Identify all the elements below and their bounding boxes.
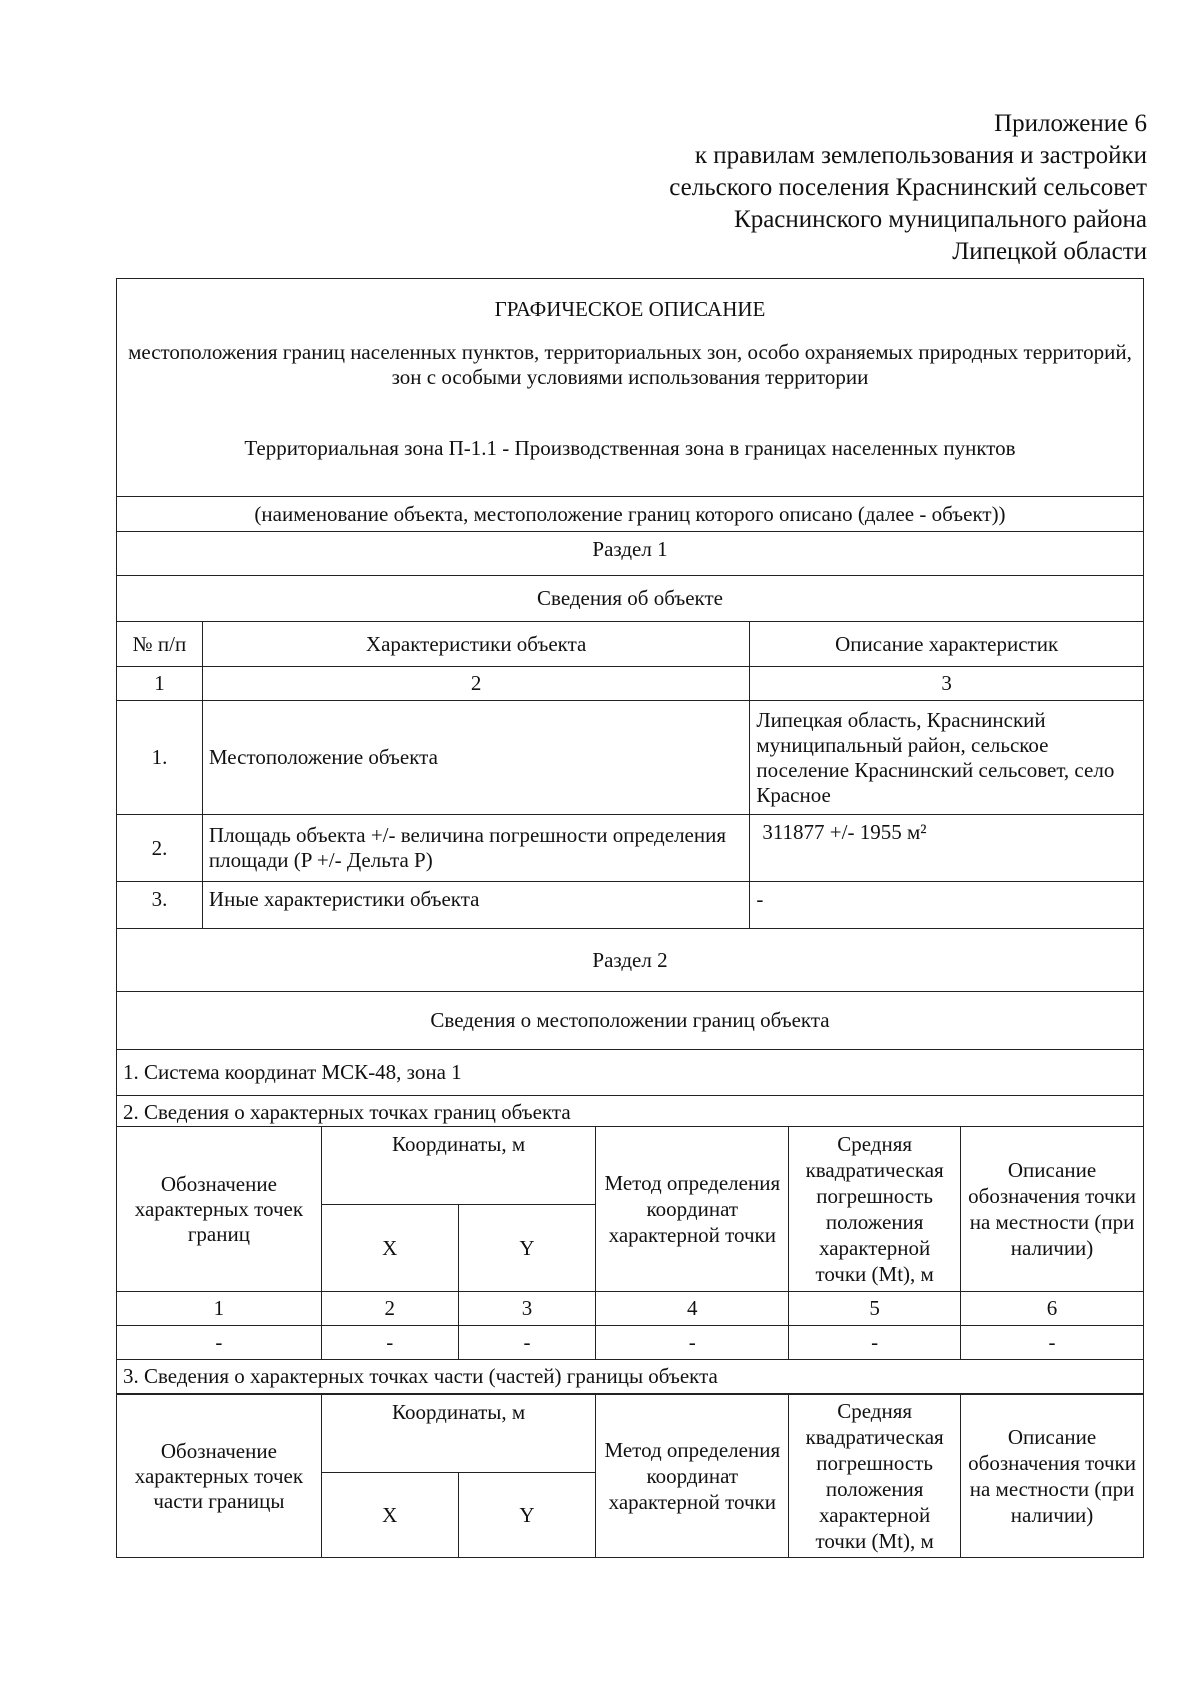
appendix-line: к правилам землепользования и застройки [694, 142, 1147, 169]
row-value: 311877 +/- 1955 м² [750, 815, 1144, 882]
document-subtitle: местоположения границ населенных пунктов, территориальных зон, особо охраняемых природных территорий, зон с особыми условиями использования территории [128, 340, 1132, 389]
col-header-x: X [321, 1473, 458, 1558]
object-name: Территориальная зона П-1.1 - Производственная зона в границах населенных пунктов [244, 436, 1016, 460]
document-title: ГРАФИЧЕСКОЕ ОПИСАНИЕ [494, 297, 766, 321]
col-number: 4 [596, 1292, 789, 1326]
col-header-description: Описание характеристик [750, 622, 1144, 667]
section1-column-headers [117, 622, 1144, 667]
section1-title-row [117, 532, 1144, 576]
table-row [117, 815, 1144, 882]
parts-heading: 3. Сведения о характерных точках части (частей) границы объекта [117, 1360, 1144, 1394]
appendix-line: Приложение 6 [994, 110, 1147, 137]
empty-cell: - [789, 1326, 961, 1360]
col-header-characteristics: Характеристики объекта [202, 622, 749, 667]
parts-heading-row [117, 1360, 1144, 1394]
col-header-method: Метод определения координат характерной точки [596, 1127, 789, 1292]
row-value: Липецкая область, Краснинский муниципальный район, сельское поселение Краснинский сельсовет, село Красное [750, 701, 1144, 815]
appendix-line: Краснинского муниципального района [734, 206, 1147, 233]
appendix-line: Липецкой области [952, 238, 1147, 265]
appendix-line: сельского поселения Краснинский сельсовет [669, 174, 1147, 201]
empty-cell: - [596, 1326, 789, 1360]
col-number: 1 [117, 667, 203, 701]
points-heading: 2. Сведения о характерных точках границ объекта [117, 1096, 1144, 1130]
col-header-coordinates: Координаты, м [321, 1127, 596, 1205]
header-row [117, 279, 1144, 497]
appendix-block [507, 108, 1147, 268]
column-numbers-row [117, 1292, 1144, 1326]
row-number: 1. [117, 701, 203, 815]
table-row [117, 701, 1144, 815]
object-table [116, 278, 1144, 1130]
row-characteristic: Площадь объекта +/- величина погрешности определения площади (P +/- Дельта P) [202, 815, 749, 882]
col-header-description: Описание обозначения точки на местности (при наличии) [961, 1127, 1144, 1292]
table-row [117, 882, 1144, 929]
col-number: 2 [321, 1292, 458, 1326]
row-characteristic: Иные характеристики объекта [202, 882, 749, 929]
part-boundary-points-table [116, 1394, 1144, 1558]
coord-system-row [117, 1050, 1144, 1096]
col-header-x: X [321, 1205, 458, 1292]
section2-subtitle: Сведения о местоположении границ объекта [117, 992, 1144, 1050]
empty-cell: - [117, 1326, 322, 1360]
empty-cell: - [961, 1326, 1144, 1360]
section2-title: Раздел 2 [117, 929, 1144, 992]
col-number: 2 [202, 667, 749, 701]
section2-title-row [117, 929, 1144, 992]
row-value: - [750, 882, 1144, 929]
col-header-error: Средняя квадратическая погрешность положения характерной точки (Mt), м [789, 1395, 961, 1558]
empty-cell: - [321, 1326, 458, 1360]
col-header-y: Y [458, 1205, 596, 1292]
col-number: 3 [458, 1292, 596, 1326]
col-header-y: Y [458, 1473, 596, 1558]
row-number: 2. [117, 815, 203, 882]
coord-system: 1. Система координат МСК-48, зона 1 [117, 1050, 1144, 1096]
section1-title: Раздел 1 [117, 532, 1144, 576]
col-header-error: Средняя квадратическая погрешность положения характерной точки (Mt), м [789, 1127, 961, 1292]
object-caption-row [117, 497, 1144, 532]
section1-column-numbers [117, 667, 1144, 701]
row-characteristic: Местоположение объекта [202, 701, 749, 815]
col-number: 6 [961, 1292, 1144, 1326]
section1-subtitle: Сведения об объекте [117, 576, 1144, 622]
col-number: 1 [117, 1292, 322, 1326]
boundary-points-table [116, 1126, 1144, 1394]
col-header-coordinates: Координаты, м [321, 1395, 596, 1473]
table-row [117, 1326, 1144, 1360]
col-number: 5 [789, 1292, 961, 1326]
empty-cell: - [458, 1326, 596, 1360]
col-header-description: Описание обозначения точки на местности (при наличии) [961, 1395, 1144, 1558]
col-header-number: № п/п [117, 622, 203, 667]
col-header-designation: Обозначение характерных точек границ [117, 1127, 322, 1292]
row-number: 3. [117, 882, 203, 929]
col-header-method: Метод определения координат характерной точки [596, 1395, 789, 1558]
object-caption: (наименование объекта, местоположение границ которого описано (далее - объект)) [117, 497, 1144, 532]
section1-subtitle-row [117, 576, 1144, 622]
col-header-designation-parts: Обозначение характерных точек части границы [117, 1395, 322, 1558]
section2-subtitle-row [117, 992, 1144, 1050]
points-heading-row [117, 1096, 1144, 1130]
col-number: 3 [750, 667, 1144, 701]
